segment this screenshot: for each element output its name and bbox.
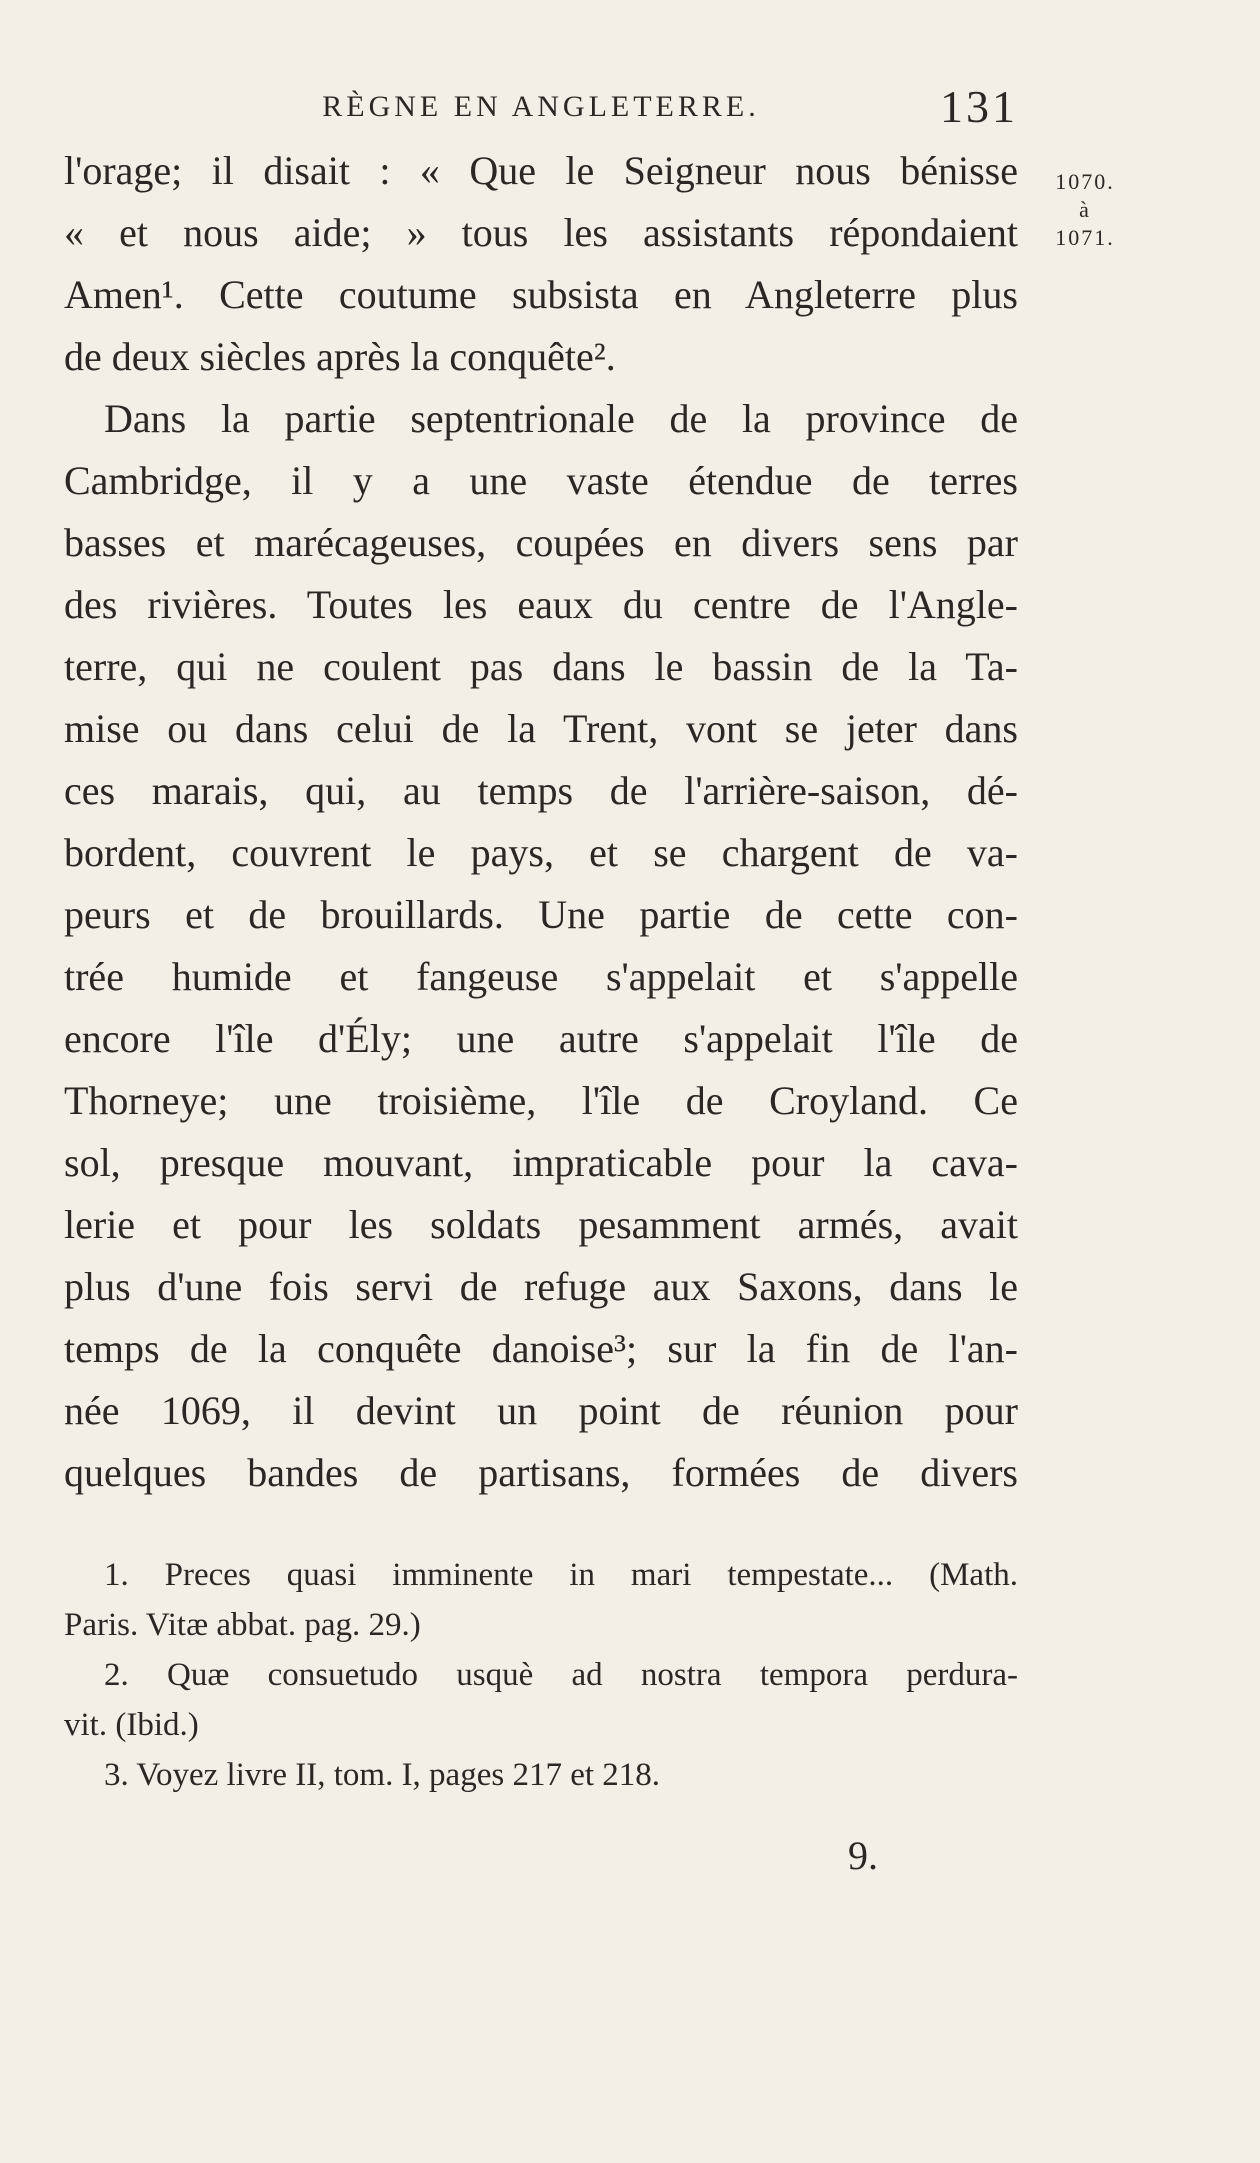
margin-note-line: 1071. xyxy=(1055,225,1115,250)
footnote-line: vit. (Ibid.) xyxy=(64,1707,199,1743)
text-line: née 1069, il devint un point de réunion pour xyxy=(64,1388,1018,1433)
page-header xyxy=(64,81,1018,132)
footnote-line: 1. Preces quasi imminente in mari tempestate... (Math. xyxy=(104,1557,1018,1593)
text-line: bordent, couvrent le pays, et se chargent de va- xyxy=(64,830,1018,875)
text-line: des rivières. Toutes les eaux du centre de l'Angle- xyxy=(64,582,1018,627)
signature-mark: 9. xyxy=(848,1833,878,1878)
footnote-line: Paris. Vitæ abbat. pag. 29.) xyxy=(64,1607,421,1643)
text-line: plus d'une fois servi de refuge aux Saxons, dans le xyxy=(64,1264,1018,1309)
text-line: lerie et pour les soldats pesamment armés, avait xyxy=(64,1202,1018,1247)
text-line: encore l'île d'Ély; une autre s'appelait l'île de xyxy=(64,1016,1018,1061)
page-number: 131 xyxy=(940,81,1018,132)
text-line: quelques bandes de partisans, formées de divers xyxy=(64,1450,1018,1495)
text-line: terre, qui ne coulent pas dans le bassin de la Ta- xyxy=(64,644,1018,689)
text-line: mise ou dans celui de la Trent, vont se jeter dans xyxy=(64,706,1018,751)
body-text xyxy=(64,140,1018,1504)
text-line: ces marais, qui, au temps de l'arrière-saison, dé- xyxy=(64,768,1018,813)
text-line: Dans la partie septentrionale de la province de xyxy=(104,396,1018,441)
text-line: sol, presque mouvant, impraticable pour la cava- xyxy=(64,1140,1018,1185)
footnotes xyxy=(64,1550,1018,1800)
text-line: Amen¹. Cette coutume subsista en Angleterre plus xyxy=(64,272,1018,317)
text-line: de deux siècles après la conquête². xyxy=(64,334,616,379)
text-line: Thorneye; une troisième, l'île de Croyland. Ce xyxy=(64,1078,1018,1123)
text-line: temps de la conquête danoise³; sur la fin de l'an- xyxy=(64,1326,1018,1371)
margin-note-line: à xyxy=(1079,197,1091,222)
text-line: « et nous aide; » tous les assistants répondaient xyxy=(64,210,1018,255)
margin-date-note xyxy=(1030,168,1140,252)
text-line: peurs et de brouillards. Une partie de cette con- xyxy=(64,892,1018,937)
footnote-line: 3. Voyez livre II, tom. I, pages 217 et 218. xyxy=(104,1757,661,1793)
margin-note-line: 1070. xyxy=(1055,169,1115,194)
text-line: trée humide et fangeuse s'appelait et s'appelle xyxy=(64,954,1018,999)
text-line: Cambridge, il y a une vaste étendue de terres xyxy=(64,458,1018,503)
running-title: RÈGNE EN ANGLETERRE. xyxy=(322,90,760,123)
text-line: l'orage; il disait : « Que le Seigneur nous bénisse xyxy=(64,148,1018,193)
text-line: basses et marécageuses, coupées en divers sens par xyxy=(64,520,1018,565)
footnote-line: 2. Quæ consuetudo usquè ad nostra tempora perdura- xyxy=(104,1657,1018,1693)
